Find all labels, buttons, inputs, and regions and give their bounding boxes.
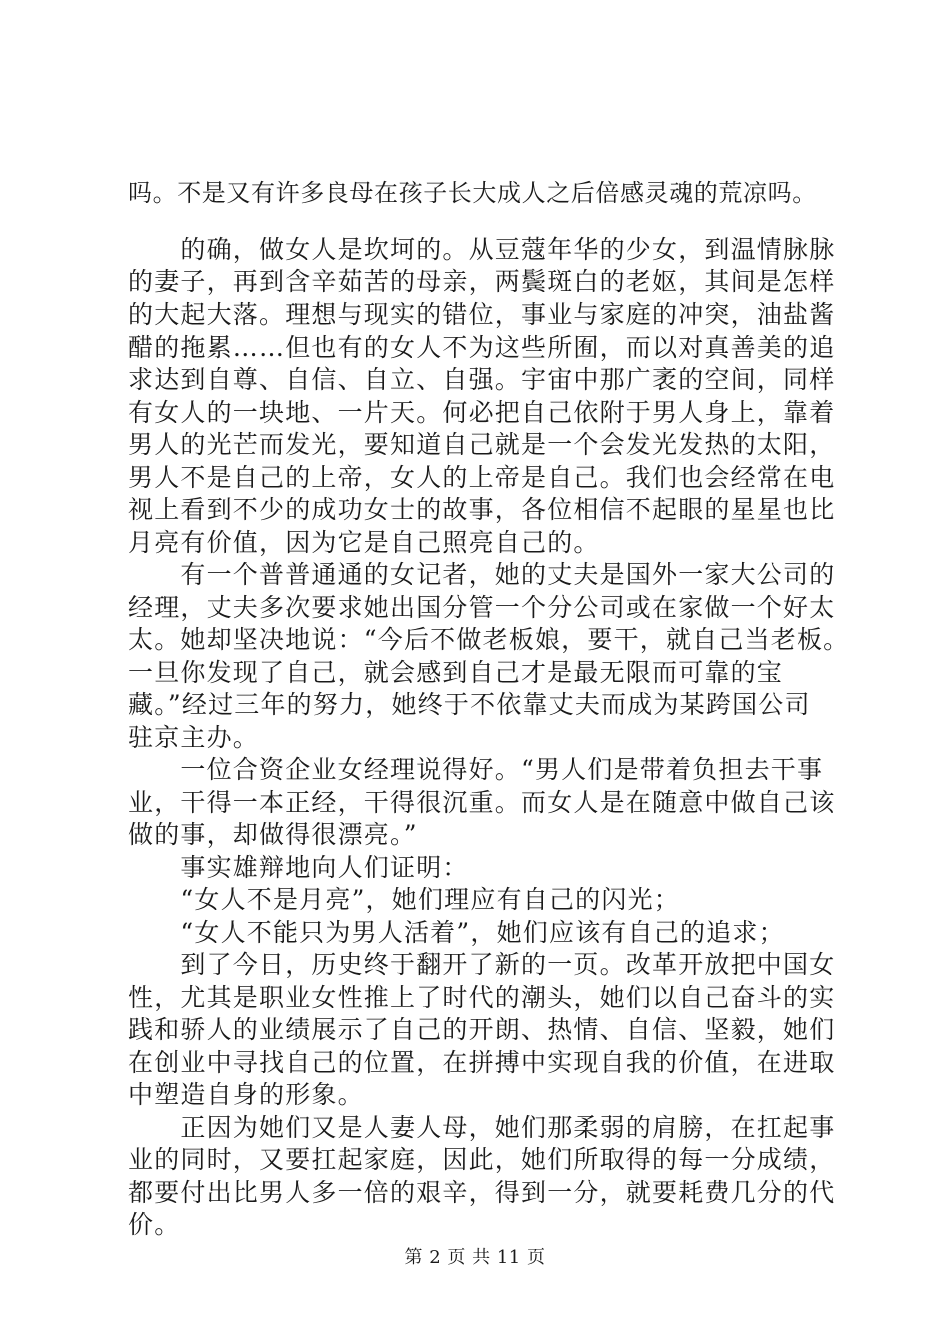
text-line: 男人的光芒而发光，要知道自己就是一个会发光发热的太阳， — [128, 430, 836, 459]
text-line: 一旦你发现了自己，就会感到自己才是最无限而可靠的宝 — [128, 658, 784, 687]
text-line: 价。 — [128, 1210, 181, 1239]
text-line: 经理，丈夫多次要求她出国分管一个分公司或在家做一个好太 — [128, 593, 836, 622]
text-line: 在创业中寻找自己的位置，在拼搏中实现自我的价值，在进取 — [128, 1048, 836, 1077]
text-line: 太。她却坚决地说：“今后不做老板娘，要干，就自己当老板。 — [128, 625, 850, 654]
page-number-footer: 第 2 页 共 11 页 — [404, 1247, 546, 1268]
text-line: 践和骄人的业绩展示了自己的开朗、热情、自信、坚毅，她们 — [128, 1015, 836, 1044]
text-line: 有一个普普通通的女记者，她的丈夫是国外一家大公司的 — [128, 560, 836, 589]
text-line: 男人不是自己的上帝，女人的上帝是自己。我们也会经常在电 — [128, 463, 836, 492]
text-line: 正因为她们又是人妻人母，她们那柔弱的肩膀，在扛起事 — [128, 1113, 836, 1142]
text-line: 中塑造自身的形象。 — [128, 1080, 364, 1109]
text-line: 藏。”经过三年的努力，她终于不依靠丈夫而成为某跨国公司 — [128, 690, 811, 719]
text-line: 性，尤其是职业女性推上了时代的潮头，她们以自己奋斗的实 — [128, 983, 836, 1012]
text-line: 月亮有价值，因为它是自己照亮自己的。 — [128, 528, 600, 557]
text-line: 有女人的一块地、一片天。何必把自己依附于男人身上，靠着 — [128, 398, 836, 427]
text-line: 吗。不是又有许多良母在孩子长大成人之后倍感灵魂的荒凉吗。 — [128, 179, 817, 207]
text-line: 业的同时，又要扛起家庭，因此，她们所取得的每一分成绩， — [128, 1145, 836, 1174]
text-line: 求达到自尊、自信、自立、自强。宇宙中那广袤的空间，同样 — [128, 365, 836, 394]
text-line: 的大起大落。理想与现实的错位，事业与家庭的冲突，油盐酱 — [128, 300, 836, 329]
text-line: 视上看到不少的成功女士的故事，各位相信不起眼的星星也比 — [128, 495, 836, 524]
text-line: 一位合资企业女经理说得好。“男人们是带着负担去干事 — [128, 755, 824, 784]
text-line: 做的事，却做得很漂亮。” — [128, 820, 418, 849]
text-line: 的妻子，再到含辛茹苦的母亲，两鬓斑白的老妪，其间是怎样 — [128, 267, 836, 296]
text-line: “女人不能只为男人活着”，她们应该有自己的追求； — [128, 918, 785, 947]
text-line: “女人不是月亮”，她们理应有自己的闪光； — [128, 885, 680, 914]
text-line: 驻京主办。 — [128, 723, 260, 752]
text-line: 事实雄辩地向人们证明： — [128, 853, 469, 882]
text-line: 的确，做女人是坎坷的。从豆蔻年华的少女，到温情脉脉 — [128, 235, 836, 264]
text-line: 都要付出比男人多一倍的艰辛，得到一分，就要耗费几分的代 — [128, 1178, 836, 1207]
text-line: 业，干得一本正经，干得很沉重。而女人是在随意中做自己该 — [128, 788, 836, 817]
text-line: 到了今日，历史终于翻开了新的一页。改革开放把中国女 — [128, 950, 836, 979]
text-line: 醋的拖累……但也有的女人不为这些所囿，而以对真善美的追 — [128, 333, 836, 362]
